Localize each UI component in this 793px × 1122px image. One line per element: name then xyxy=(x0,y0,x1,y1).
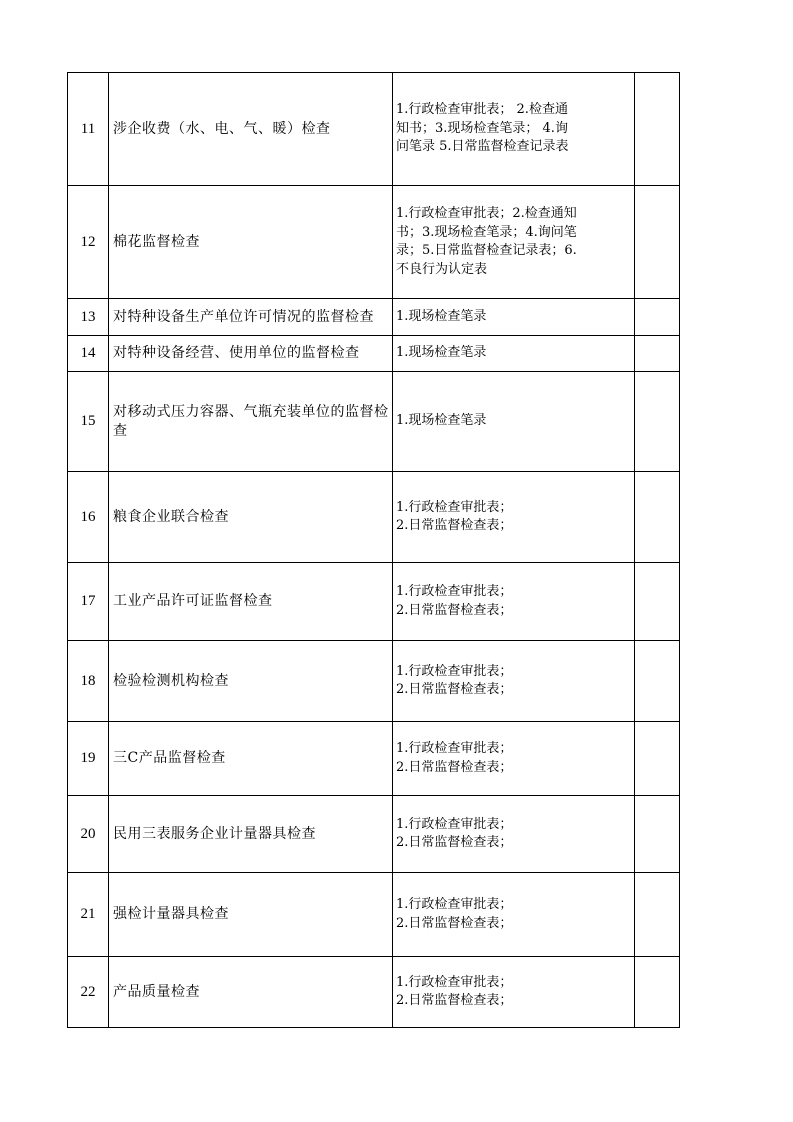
document-line: 知书；3.现场检查笔录； 4.询 xyxy=(396,120,568,136)
document-line: 2.日常监督检查表； xyxy=(396,835,513,850)
required-documents xyxy=(393,336,635,372)
remarks-cell xyxy=(635,722,680,796)
row-number: 21 xyxy=(68,873,109,957)
remarks-cell xyxy=(635,73,680,186)
row-number: 19 xyxy=(68,722,109,796)
remarks-cell xyxy=(635,186,680,299)
document-line: 1.现场检查笔录 xyxy=(396,308,487,324)
required-documents xyxy=(393,957,635,1028)
inspection-item: 检验检测机构检查 xyxy=(109,641,393,722)
table-row xyxy=(68,563,680,641)
required-documents xyxy=(393,796,635,873)
document-line: 1.行政检查审批表； xyxy=(396,663,513,679)
inspection-item: 涉企收费（水、电、气、暖）检查 xyxy=(109,73,393,186)
document-line: 录；5.日常监督检查记录表；6. xyxy=(396,243,577,258)
table-row xyxy=(68,957,680,1028)
document-line: 2.日常监督检查表； xyxy=(396,518,513,533)
row-number: 11 xyxy=(68,73,109,186)
document-line: 1.行政检查审批表；2.检查通知 xyxy=(396,206,577,221)
inspection-item: 棉花监督检查 xyxy=(109,186,393,299)
table-row xyxy=(68,299,680,336)
table-row xyxy=(68,336,680,372)
document-line: 问笔录 5.日常监督检查记录表 xyxy=(396,139,569,155)
document-line: 1.行政检查审批表； xyxy=(396,897,513,912)
row-number: 17 xyxy=(68,563,109,641)
remarks-cell xyxy=(635,372,680,472)
row-number: 13 xyxy=(68,299,109,336)
document-line: 不良行为认定表 xyxy=(396,261,488,277)
required-documents xyxy=(393,299,635,336)
document-line: 1.现场检查笔录 xyxy=(396,413,487,429)
table-row xyxy=(68,73,680,186)
table-row xyxy=(68,472,680,563)
document-line: 2.日常监督检查表； xyxy=(396,759,513,775)
remarks-cell xyxy=(635,873,680,957)
remarks-cell xyxy=(635,641,680,722)
row-number: 16 xyxy=(68,472,109,563)
row-number: 12 xyxy=(68,186,109,299)
row-number: 22 xyxy=(68,957,109,1028)
remarks-cell xyxy=(635,472,680,563)
inspection-item: 民用三表服务企业计量器具检查 xyxy=(109,796,393,873)
table-row xyxy=(68,641,680,722)
remarks-cell xyxy=(635,796,680,873)
row-number: 20 xyxy=(68,796,109,873)
inspection-item: 产品质量检查 xyxy=(109,957,393,1028)
document-line: 2.日常监督检查表； xyxy=(396,915,513,931)
table-row xyxy=(68,796,680,873)
inspection-item: 粮食企业联合检查 xyxy=(109,472,393,563)
row-number: 14 xyxy=(68,336,109,372)
document-line: 1.行政检查审批表； xyxy=(396,499,513,515)
inspection-item: 对移动式压力容器、气瓶充装单位的监督检查 xyxy=(109,372,393,472)
document-line: 1.现场检查笔录 xyxy=(396,345,487,361)
document-line: 1.行政检查审批表； xyxy=(396,974,513,990)
table-row xyxy=(68,186,680,299)
table-row xyxy=(68,873,680,957)
required-documents xyxy=(393,563,635,641)
table-row xyxy=(68,372,680,472)
inspection-item: 三C产品监督检查 xyxy=(109,722,393,796)
row-number: 15 xyxy=(68,372,109,472)
row-number: 18 xyxy=(68,641,109,722)
document-line: 1.行政检查审批表； xyxy=(396,584,513,599)
required-documents xyxy=(393,186,635,299)
required-documents xyxy=(393,372,635,472)
inspection-item: 强检计量器具检查 xyxy=(109,873,393,957)
remarks-cell xyxy=(635,336,680,372)
document-line: 书；3.现场检查笔录；4.询问笔 xyxy=(396,224,577,240)
document-line: 1.行政检查审批表； xyxy=(396,741,513,756)
table-row xyxy=(68,722,680,796)
remarks-cell xyxy=(635,299,680,336)
required-documents xyxy=(393,722,635,796)
inspection-item: 对特种设备生产单位许可情况的监督检查 xyxy=(109,299,393,336)
inspection-table xyxy=(67,72,680,1028)
document-line: 1.行政检查审批表； 2.检查通 xyxy=(396,102,568,118)
document-line: 1.行政检查审批表； xyxy=(396,816,513,832)
required-documents xyxy=(393,641,635,722)
inspection-item: 工业产品许可证监督检查 xyxy=(109,563,393,641)
remarks-cell xyxy=(635,563,680,641)
document-line: 2.日常监督检查表； xyxy=(396,682,513,697)
required-documents xyxy=(393,73,635,186)
remarks-cell xyxy=(635,957,680,1028)
required-documents xyxy=(393,873,635,957)
document-line: 2.日常监督检查表； xyxy=(396,602,513,618)
inspection-item: 对特种设备经营、使用单位的监督检查 xyxy=(109,336,393,372)
document-line: 2.日常监督检查表； xyxy=(396,993,513,1008)
required-documents xyxy=(393,472,635,563)
